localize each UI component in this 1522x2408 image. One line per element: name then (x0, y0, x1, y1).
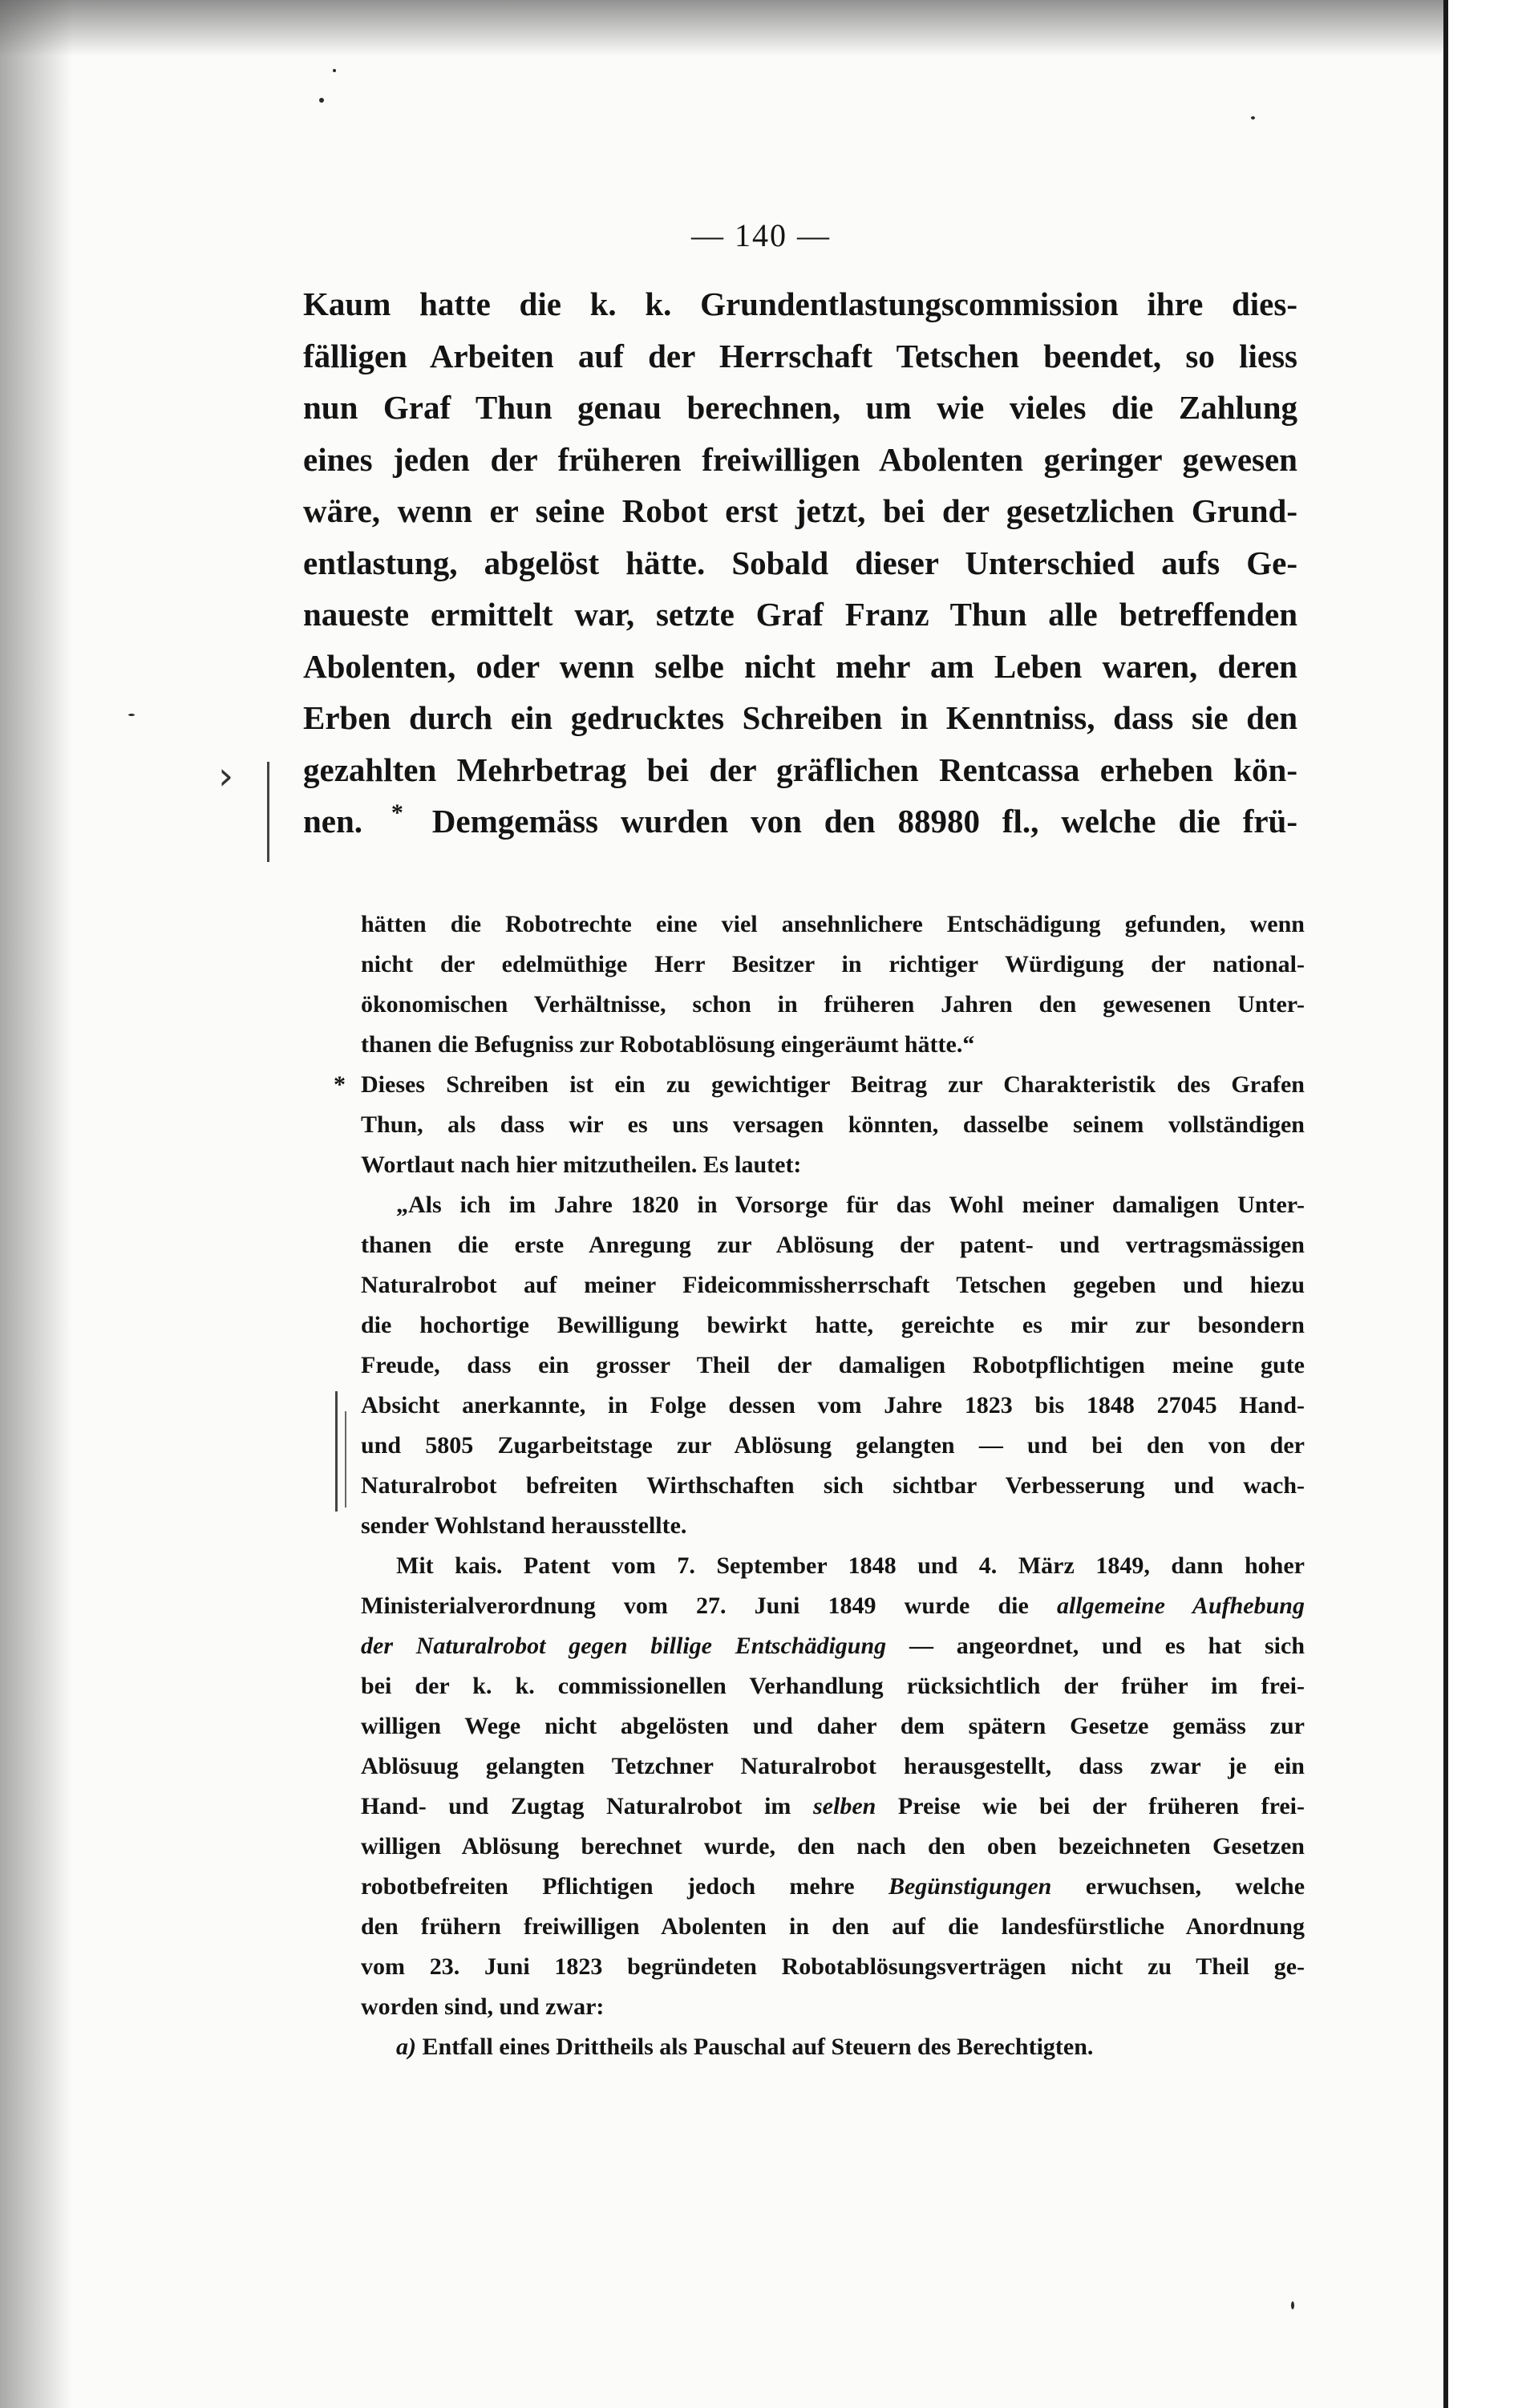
footnote-line: hätten die Robotrechte eine viel ansehnlichere Entschädigung gefunden, wenn (361, 911, 1305, 937)
letter-line: den frühern freiwilligen Abolenten in den auf die landesfürstliche Anordnung (361, 1913, 1305, 1940)
footnote-line: nicht der edelmüthige Herr Besitzer in richtiger Würdigung der national- (361, 951, 1305, 977)
speck (128, 714, 135, 716)
body-line: entlastung, abgelöst hätte. Sobald dieser Unterschied aufs Ge- (303, 544, 1297, 581)
body-line-last (303, 795, 1297, 848)
letter-italic: der Naturalrobot gegen billige Entschädigung (361, 1633, 887, 1659)
letter-fragment: Preise wie bei der früheren frei- (897, 1793, 1305, 1819)
body-line: Erben durch ein gedrucktes Schreiben in Kenntniss, dass sie den (303, 699, 1297, 736)
letter-line: thanen die erste Anregung zur Ablösung der patent- und vertragsmässigen (361, 1232, 1305, 1258)
letter-line: Mit kais. Patent vom 7. September 1848 und 4. März 1849, dann hoher (396, 1552, 1305, 1579)
body-line: fälligen Arbeiten auf der Herrschaft Tetschen beendet, so liess (303, 337, 1297, 374)
letter-line: Ablösuug gelangten Tetzchner Naturalrobot herausgestellt, dass zwar je ein (361, 1753, 1305, 1779)
letter-line: willigen Wege nicht abgelösten und daher dem spätern Gesetze gemäss zur (361, 1713, 1305, 1739)
letter-italic: selben (813, 1793, 876, 1819)
letter-line: Naturalrobot befreiten Wirthschaften sich sichtbar Verbesserung und wach- (361, 1472, 1305, 1499)
letter-fragment: — angeordnet, und es hat sich (909, 1633, 1305, 1659)
letter-item-a (361, 2027, 1305, 2067)
scan-shadow-left (0, 0, 72, 2408)
footnote-line: thanen die Befugniss zur Robotablösung eingeräumt hätte.“ (361, 1031, 975, 1058)
letter-italic: allgemeine Aufhebung (1056, 1593, 1305, 1619)
letter-line: willigen Ablösung berechnet wurde, den nach den oben bezeichneten Gesetzen (361, 1833, 1305, 1860)
body-line: wäre, wenn er seine Robot erst jetzt, bei der gesetzlichen Grund- (303, 492, 1297, 529)
footnote-star: * (391, 799, 403, 827)
footnotes (334, 905, 1305, 2067)
footnote-text: Dieses Schreiben ist ein zu gewichtiger Beitrag zur Charakteristik des Grafen (361, 1071, 1305, 1098)
letter-line: vom 23. Juni 1823 begründeten Robotablösungsverträgen nicht zu Theil ge- (361, 1953, 1305, 1980)
margin-mark: › (218, 754, 234, 799)
footnote-line (334, 1065, 1305, 1105)
body-line: gezahlten Mehrbetrag bei der gräflichen Rentcassa erheben kön- (303, 751, 1297, 788)
body-line: naueste ermittelt war, setzte Graf Franz Thun alle betreffenden (303, 596, 1297, 633)
letter-line: „Als ich im Jahre 1820 in Vorsorge für das Wohl meiner damaligen Unter- (396, 1192, 1305, 1218)
body-line: Abolenten, oder wenn selbe nicht mehr am Leben waren, deren (303, 647, 1297, 685)
footnote-star-marker: * (334, 1071, 346, 1098)
body-text-fragment: nen. (303, 803, 363, 840)
letter-fragment: Hand- und Zugtag Naturalrobot im (361, 1793, 791, 1819)
speck (333, 69, 336, 72)
item-marker: a) (396, 2034, 416, 2060)
scan-right-border (1443, 0, 1522, 2408)
margin-pencil-line (345, 1411, 346, 1508)
footnote-line: Thun, als dass wir es uns versagen könnten, dasselbe seinem vollständigen (361, 1111, 1305, 1138)
letter-line (361, 1867, 1305, 1907)
letter-line: Freude, dass ein grosser Theil der damaligen Robotpflichtigen meine gute (361, 1352, 1305, 1378)
body-line: nun Graf Thun genau berechnen, um wie vieles die Zahlung (303, 389, 1297, 426)
body-line: eines jeden der früheren freiwilligen Abolenten geringer gewesen (303, 440, 1297, 478)
letter-line: und 5805 Zugarbeitstage zur Ablösung gelangten — und bei den von der (361, 1432, 1305, 1459)
letter-line (361, 1586, 1305, 1626)
letter-line: sender Wohlstand herausstellte. (361, 1512, 687, 1539)
footnote-line: ökonomischen Verhältnisse, schon in früheren Jahren den gewesenen Unter- (361, 991, 1305, 1018)
letter-line (361, 1787, 1305, 1827)
body-line: Kaum hatte die k. k. Grundentlastungscommission ihre dies- (303, 285, 1297, 322)
margin-pencil-line (335, 1391, 338, 1512)
letter-fragment: robotbefreiten Pflichtigen jedoch mehre (361, 1873, 855, 1900)
scan-shadow-top (0, 0, 1522, 56)
speck (319, 98, 324, 103)
margin-pencil-line (267, 762, 269, 862)
speck (1251, 116, 1255, 119)
letter-line: Naturalrobot auf meiner Fideicommissherrschaft Tetschen gegeben und hiezu (361, 1272, 1305, 1298)
letter-fragment: Ministerialverordnung vom 27. Juni 1849 wurde die (361, 1593, 1029, 1619)
letter-line: Absicht anerkannte, in Folge dessen vom Jahre 1823 bis 1848 27045 Hand- (361, 1392, 1305, 1418)
letter-line: worden sind, und zwar: (361, 1993, 605, 2020)
letter-line (361, 1626, 1305, 1666)
letter-line: bei der k. k. commissionellen Verhandlung rücksichtlich der früher im frei- (361, 1673, 1305, 1699)
letter-line: die hochortige Bewilligung bewirkt hatte, gereichte es mir zur besondern (361, 1312, 1305, 1338)
speck (1291, 2301, 1294, 2309)
page-number: — 140 — (691, 217, 831, 253)
footnote-line: Wortlaut nach hier mitzutheilen. Es lautet: (361, 1151, 802, 1178)
letter-italic: Begünstigungen (888, 1873, 1052, 1900)
body-text (303, 278, 1297, 848)
body-text-fragment: Demgemäss wurden von den 88980 fl., welche die frü- (431, 803, 1297, 840)
letter-fragment: erwuchsen, welche (1085, 1873, 1305, 1900)
item-text: Entfall eines Drittheils als Pauschal auf Steuern des Berechtigten. (422, 2034, 1094, 2060)
